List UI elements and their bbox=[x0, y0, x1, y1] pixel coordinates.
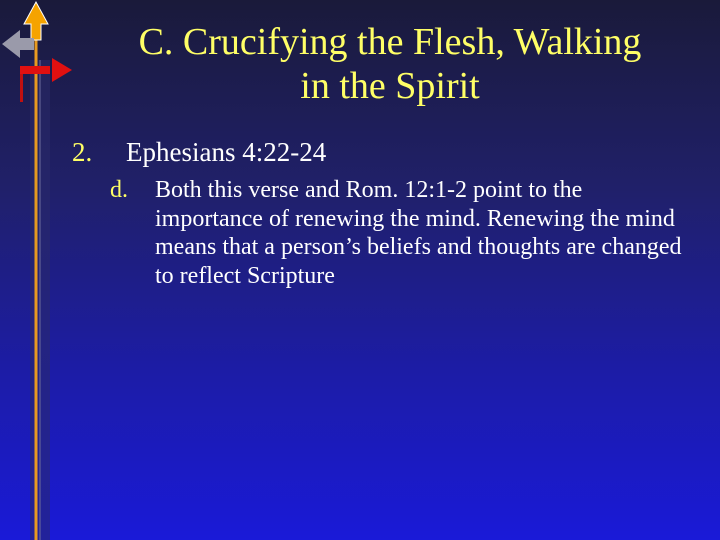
sub-bullet-text: Both this verse and Rom. 12:1-2 point to the importance of renewing the mind. Renewing the mind means that a person’s beliefs and thoughts are changed to reflect Scripture bbox=[155, 177, 682, 289]
sub-bullet-letter: d. bbox=[110, 177, 128, 203]
bullet-point-2 bbox=[72, 135, 692, 169]
title-line-1: C. Crucifying the Flesh, Walking bbox=[138, 21, 642, 63]
bullet-number: 2. bbox=[72, 137, 93, 167]
slide-title bbox=[60, 20, 720, 108]
sub-bullet-d bbox=[110, 176, 690, 290]
left-arrow-icon bbox=[2, 30, 34, 58]
up-arrow-icon bbox=[24, 2, 48, 40]
bullet-text: Ephesians 4:22-24 bbox=[126, 137, 327, 167]
title-line-2: in the Spirit bbox=[300, 65, 480, 107]
